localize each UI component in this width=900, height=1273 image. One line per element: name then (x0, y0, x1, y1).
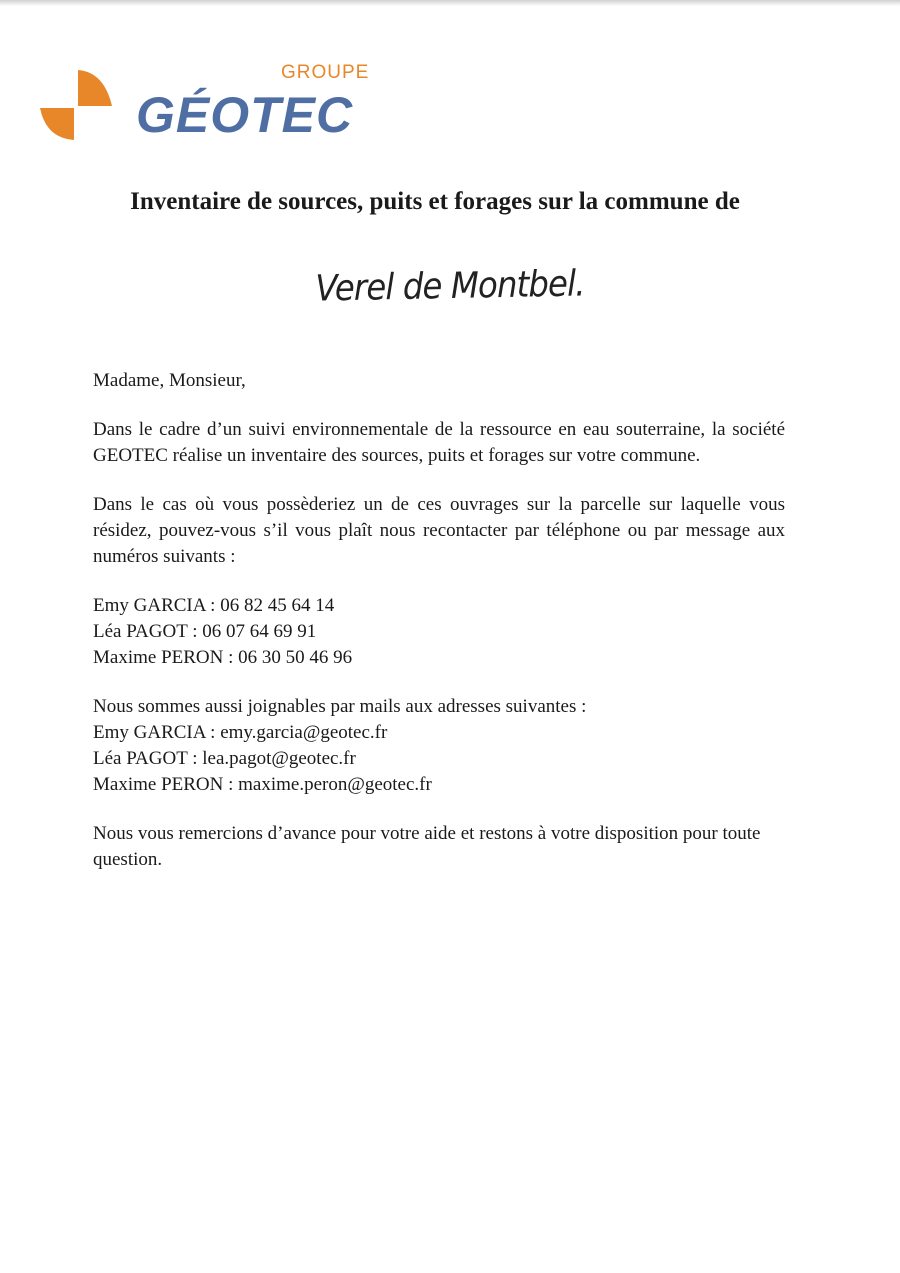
phone-contact: Léa PAGOT : 06 07 64 69 91 (93, 621, 317, 642)
paragraph-intro: Dans le cadre d’un suivi environnementale de la ressource en eau souterraine, la société GEOTEC réalise un inventaire des sources, puits et forages sur votre commune. (93, 419, 785, 466)
phone-contact: Emy GARCIA : 06 82 45 64 14 (93, 595, 335, 616)
geotec-logo (38, 60, 398, 150)
page-top-edge (0, 0, 900, 6)
phone-list (93, 593, 785, 671)
letter-body (93, 368, 785, 896)
phone-contact: Maxime PERON : 06 30 50 46 96 (93, 647, 353, 668)
email-contact: Léa PAGOT : lea.pagot@geotec.fr (93, 748, 356, 769)
logo-groupe-text: GROUPE (281, 62, 370, 83)
email-intro: Nous sommes aussi joignables par mails aux adresses suivantes : (93, 696, 587, 717)
email-list (93, 694, 785, 798)
closing-paragraph: Nous vous remercions d’avance pour votre aide et restons à votre disposition pour toute question. (93, 823, 761, 870)
salutation: Madame, Monsieur, (93, 370, 246, 391)
logo-company-name: GÉOTEC (136, 87, 354, 143)
handwritten-commune-name: Verel de Montbel. (315, 263, 585, 310)
email-contact: Emy GARCIA : emy.garcia@geotec.fr (93, 722, 388, 743)
email-contact: Maxime PERON : maxime.peron@geotec.fr (93, 774, 432, 795)
geotec-logo-mark-icon (38, 68, 114, 142)
document-title: Inventaire de sources, puits et forages sur la commune de (130, 188, 740, 215)
paragraph-request: Dans le cas où vous possèderiez un de ces ouvrages sur la parcelle sur laquelle vous résidez, pouvez-vous s’il vous plaît nous recontacter par téléphone ou par message aux numéros suivants : (93, 494, 785, 567)
